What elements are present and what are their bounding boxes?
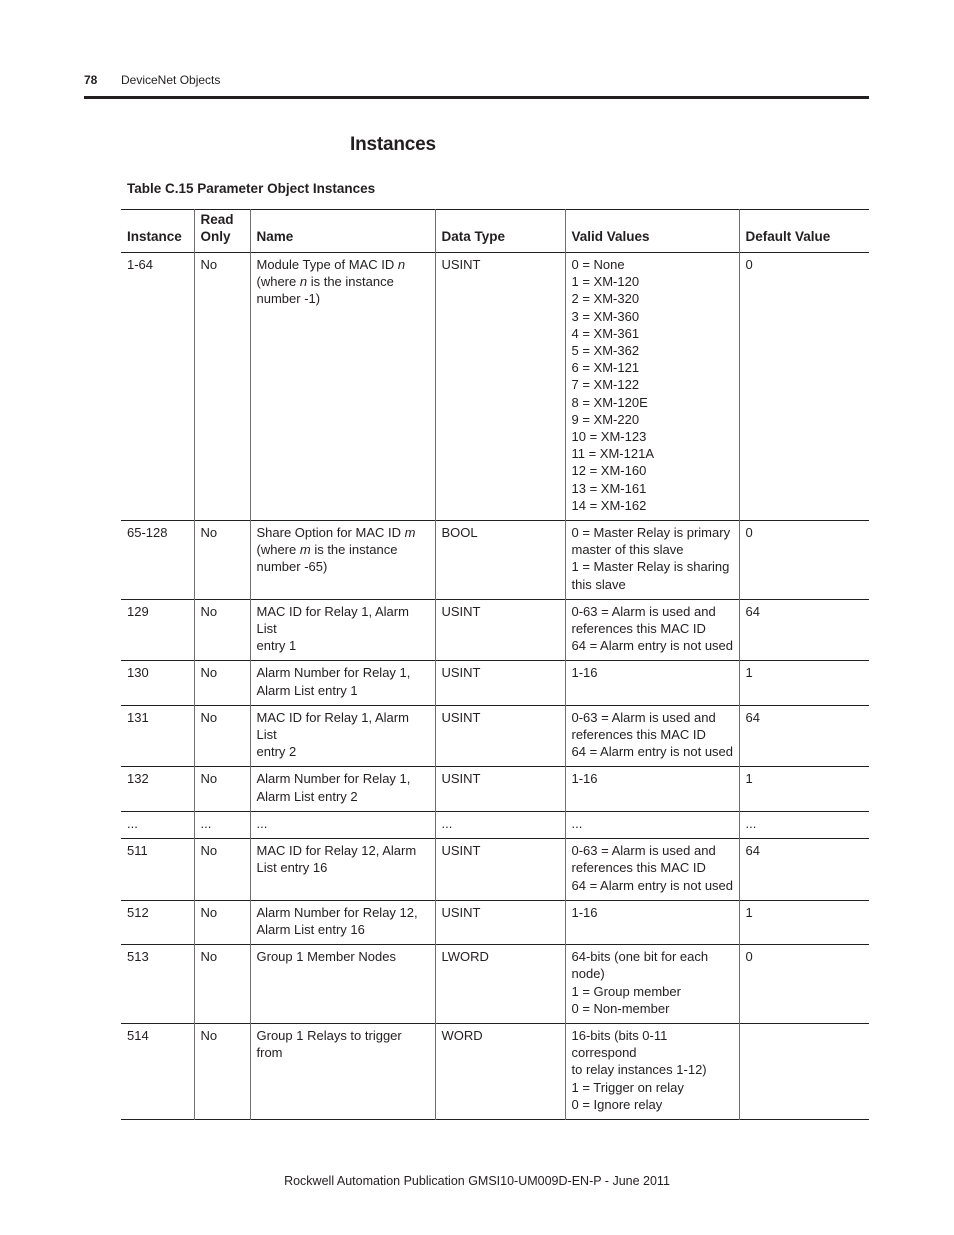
table-row [121,945,869,1024]
cell-valid-values-line: 1 = XM-120 [571,274,640,290]
cell-valid-values [565,1023,739,1119]
cell-valid-values-line: 6 = XM-121 [571,360,640,376]
cell-read-only: ... [194,811,250,838]
cell-valid-values-line: 0-63 = Alarm is used and [571,603,716,619]
running-header-title: DeviceNet Objects [121,73,221,87]
table-row [121,599,869,661]
cell-name [250,767,435,811]
read-only-header-word: Read [200,212,234,227]
cell-default-value: 64 [739,839,869,901]
cell-name [250,839,435,901]
cell-data-type: BOOL [435,521,565,600]
table-row [121,839,869,901]
cell-name [250,661,435,705]
cell-valid-values-line: references this MAC ID [571,621,706,637]
cell-valid-values-line: 7 = XM-122 [571,377,640,393]
table-header-row [121,210,869,253]
cell-read-only: No [194,1023,250,1119]
cell-name [250,945,435,1024]
cell-name-line: MAC ID for Relay 1, Alarm List [256,709,409,743]
cell-data-type: USINT [435,839,565,901]
cell-valid-values-line: to relay instances 1-12) [571,1062,707,1078]
cell-name [250,599,435,661]
cell-data-type: USINT [435,705,565,767]
cell-name-line: Alarm List entry 2 [256,788,358,804]
cell-default-value: ... [739,811,869,838]
table-row [121,705,869,767]
cell-name [250,705,435,767]
cell-name-line: List entry 16 [256,860,328,876]
cell-valid-values-line: 1 = Group member [571,983,681,999]
cell-valid-values-line: 9 = XM-220 [571,411,640,427]
cell-valid-values-line: 8 = XM-120E [571,394,648,410]
cell-valid-values-line: 64-bits (one bit for each [571,949,709,965]
column-header-name: Name [250,210,435,253]
cell-instance: 512 [121,900,194,944]
cell-name-line: MAC ID for Relay 1, Alarm List [256,603,409,637]
cell-valid-values-line: 64 = Alarm entry is not used [571,877,734,893]
cell-data-type: USINT [435,767,565,811]
cell-valid-values [565,900,739,944]
cell-valid-values-line: 64 = Alarm entry is not used [571,638,734,654]
cell-read-only: No [194,521,250,600]
cell-instance: 1-64 [121,253,194,521]
cell-valid-values-line: this slave [571,576,626,592]
variable-symbol: n [397,257,406,272]
cell-name-line: entry 1 [256,638,297,654]
cell-name-line: Alarm Number for Relay 1, [256,771,411,787]
cell-valid-values [565,767,739,811]
cell-valid-values [565,945,739,1024]
cell-data-type: WORD [435,1023,565,1119]
cell-default-value [739,1023,869,1119]
cell-name-line: MAC ID for Relay 12, Alarm [256,843,417,859]
cell-name-line: Alarm List entry 1 [256,682,358,698]
cell-name-line: Share Option for MAC ID m [256,525,416,541]
cell-name-line: Module Type of MAC ID n [256,257,406,272]
cell-data-type: ... [435,811,565,838]
cell-valid-values-line: 1 = Master Relay is sharing [571,559,730,575]
publication-footer: Rockwell Automation Publication GMSI10-UM009D-EN-P - June 2011 [284,1174,670,1188]
cell-name-line: (where m is the instance [256,542,398,558]
table-body [121,253,869,1120]
cell-valid-values-line: 0 = Master Relay is primary [571,525,731,541]
table-row [121,900,869,944]
cell-data-type: USINT [435,253,565,521]
cell-valid-values [565,599,739,661]
cell-instance: 514 [121,1023,194,1119]
cell-name-line: Alarm List entry 16 [256,921,365,937]
cell-valid-values [565,839,739,901]
cell-name [250,521,435,600]
cell-default-value: 0 [739,521,869,600]
cell-name-line: number -65) [256,559,328,575]
cell-name-line: number -1) [256,291,321,307]
cell-read-only: No [194,945,250,1024]
cell-valid-values-line: 0 = Ignore relay [571,1096,663,1112]
cell-default-value: 0 [739,253,869,521]
cell-instance: 131 [121,705,194,767]
cell-valid-values [565,705,739,767]
page-number: 78 [84,73,98,87]
cell-valid-values-line: 2 = XM-320 [571,291,640,307]
cell-name-line: Group 1 Member Nodes [256,949,396,965]
cell-valid-values [565,661,739,705]
parameter-object-instances-table [121,209,869,1120]
cell-valid-values [565,811,739,838]
cell-name [250,900,435,944]
cell-valid-values-line: references this MAC ID [571,727,706,743]
cell-name-line: Group 1 Relays to trigger from [256,1027,402,1061]
cell-valid-values-line: 10 = XM-123 [571,429,647,445]
cell-valid-values-line: 11 = XM-121A [571,446,655,462]
cell-instance: 132 [121,767,194,811]
cell-valid-values-line: 3 = XM-360 [571,308,640,324]
cell-default-value: 1 [739,900,869,944]
cell-instance: 129 [121,599,194,661]
cell-read-only: No [194,900,250,944]
cell-instance: 130 [121,661,194,705]
cell-valid-values-line: ... [571,815,583,831]
cell-data-type: LWORD [435,945,565,1024]
cell-valid-values-line: 1-16 [571,904,598,920]
cell-data-type: USINT [435,661,565,705]
variable-symbol: m [299,542,311,558]
cell-valid-values-line: 4 = XM-361 [571,325,640,341]
table-row [121,811,869,838]
cell-read-only: No [194,599,250,661]
cell-read-only: No [194,661,250,705]
cell-valid-values-line: node) [571,966,605,982]
table-row [121,767,869,811]
cell-valid-values-line: 0 = Non-member [571,1000,670,1016]
cell-read-only: No [194,839,250,901]
table-row [121,1023,869,1119]
read-only-header-word: Only [200,229,231,244]
cell-instance: 65-128 [121,521,194,600]
cell-name-line: entry 2 [256,744,297,760]
cell-read-only: No [194,253,250,521]
cell-valid-values-line: 0-63 = Alarm is used and [571,843,716,859]
variable-symbol: n [299,274,308,290]
section-title: Instances [350,134,436,155]
cell-data-type: USINT [435,900,565,944]
cell-name-line: Alarm Number for Relay 12, [256,904,418,920]
column-header-default-value: Default Value [739,210,869,253]
table-row [121,521,869,600]
cell-valid-values-line: master of this slave [571,542,684,558]
header-rule [84,96,869,99]
cell-read-only: No [194,705,250,767]
cell-default-value: 64 [739,705,869,767]
cell-name [250,1023,435,1119]
cell-read-only: No [194,767,250,811]
cell-valid-values-line: 1-16 [571,771,598,787]
variable-symbol: m [404,525,416,541]
cell-valid-values-line: 5 = XM-362 [571,343,640,359]
cell-valid-values-line: 14 = XM-162 [571,497,647,513]
cell-instance: ... [121,811,194,838]
cell-valid-values-line: 1 = Trigger on relay [571,1079,684,1095]
cell-data-type: USINT [435,599,565,661]
table-row [121,253,869,521]
cell-default-value: 1 [739,767,869,811]
cell-valid-values [565,253,739,521]
cell-valid-values-line: 12 = XM-160 [571,463,647,479]
cell-name [250,253,435,521]
cell-default-value: 1 [739,661,869,705]
cell-instance: 513 [121,945,194,1024]
cell-default-value: 64 [739,599,869,661]
cell-valid-values-line: 16-bits (bits 0-11 correspond [571,1027,668,1061]
cell-name-line: ... [256,815,268,831]
column-header-data-type: Data Type [435,210,565,253]
column-header-instance: Instance [121,210,194,253]
cell-valid-values-line: 1-16 [571,665,598,681]
cell-instance: 511 [121,839,194,901]
cell-valid-values-line: references this MAC ID [571,860,706,876]
cell-valid-values-line: 64 = Alarm entry is not used [571,744,734,760]
cell-valid-values-line: 0 = None [571,257,625,272]
column-header-valid-values: Valid Values [565,210,739,253]
cell-name-line: Alarm Number for Relay 1, [256,665,411,681]
table-row [121,661,869,705]
cell-valid-values [565,521,739,600]
cell-name [250,811,435,838]
cell-valid-values-line: 0-63 = Alarm is used and [571,709,716,725]
column-header-read-only [194,210,250,253]
table-caption: Table C.15 Parameter Object Instances [127,181,376,196]
cell-name-line: (where n is the instance [256,274,394,290]
cell-valid-values-line: 13 = XM-161 [571,480,647,496]
cell-default-value: 0 [739,945,869,1024]
